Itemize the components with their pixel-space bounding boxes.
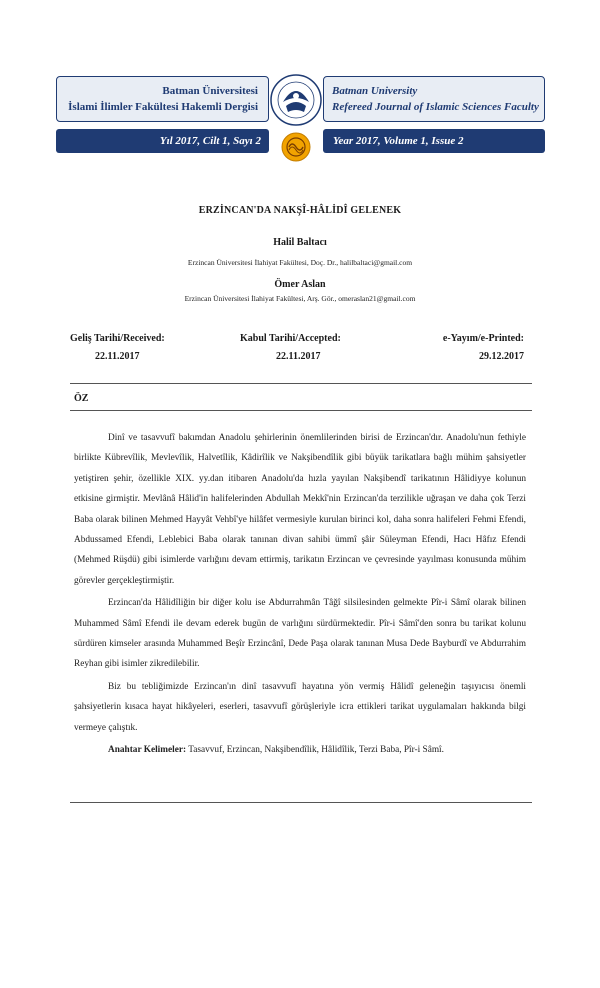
received-label: Geliş Tarihi/Received:: [70, 333, 165, 344]
abstract-paragraph-2: Erzincan'da Hâlidîliğin bir diğer kolu ise Abdurrahmân Tâğî silsilesinden gelmekte Pîr-i Sâmî olarak bilinen Muhammed Sâmî Efendi ile devam ederek bugün de varlığını sürdürmektedir. Pîr-i Sâmî'den sonra bu tarikat kolunu sürdüren kimseler arasında Muhammed Beşîr Erzincânî, Dede Paşa olarak tanınan Musa Dede Bayburdî ve Abdurrahim Reyhan gibi isimler zikredilebilir.: [74, 598, 526, 670]
faculty-emblem-icon: [281, 130, 311, 164]
issue-bar-en: Year 2017, Volume 1, Issue 2: [323, 129, 545, 153]
printed-label: e-Yayım/e-Printed:: [442, 333, 524, 344]
author-affiliation-2: Erzincan Üniversitesi İlahiyat Fakültesi, Arş. Gör., omeraslan21@gmail.com: [184, 294, 416, 303]
journal-title-tr: İslami İlimler Fakültesi Hakemli Dergisi: [68, 101, 258, 113]
keywords-label: Anahtar Kelimeler:: [108, 745, 187, 756]
keywords: [74, 740, 526, 760]
author-name-1: Halil Baltacı: [273, 237, 327, 248]
abstract-body: [74, 428, 526, 763]
batman-university-seal-icon: [270, 72, 322, 128]
received-value: 22.11.2017: [95, 351, 140, 362]
abstract-paragraph-1: Dinî ve tasavvufî bakımdan Anadolu şehirlerinin önemlilerinden birisi de Erzincan'dır. Anadolu'nun fethiyle birlikte Kübrevîlik, Mevlevîlik, Halvetîlik, Kâdirîlik ve Nakşibendîlik gibi büyük tarikatlara bağlı mühim şahsiyetler yetiştiren şehir, özellikle XIX. yy.dan itibaren Anadolu'da hızla yayılan Nakşibendî tarikatının Hâlidiyye kolunun etkisine girmiştir. Mevlânâ Hâlid'in halifelerinden Abdullah Mekkî'nin Erzincan'da terzilikle uğraşan ve daha çok Terzi Baba olarak bilinen Mehmed Hayyât Vehbî'ye hilâfet vermesiyle kurulan birinci kol, daha sonra halifeleri Fehmi Efendi, Abdussamed Efendi, Leblebici Baba olarak tanınan divan sahibi ümmî şâir Süleyman Efendi, Hacı Hâfız Efendi (Mehmed Rüşdü) gibi isimlerde varlığını devam ettirmiş, tarikatın Erzincan ve çevresinde yayılması konusunda mühim görevler gerçekleştirmiştir.: [74, 433, 526, 586]
divider-abstract: [70, 410, 532, 411]
article-title: ERZİNCAN'DA NAKŞÎ-HÂLİDÎ GELENEK: [198, 205, 402, 216]
accepted-date: [240, 333, 341, 362]
journal-university-tr: Batman Üniversitesi: [162, 85, 258, 97]
accepted-label: Kabul Tarihi/Accepted:: [240, 333, 341, 344]
printed-value: 29.12.2017: [479, 351, 524, 362]
journal-name-tr-box: [56, 76, 269, 122]
article-dates: [70, 333, 540, 373]
divider-top: [70, 383, 532, 384]
received-date: [70, 333, 165, 362]
issue-bar-tr: Yıl 2017, Cilt 1, Sayı 2: [56, 129, 269, 153]
accepted-value: 22.11.2017: [276, 351, 321, 362]
abstract-paragraph-3: Biz bu tebliğimizde Erzincan'ın dinî tasavvufî hayatına yön vermiş Hâlidî geleneğin taşıyıcısı önemli şahsiyetlerin kısaca hayat hikâyeleri, eserleri, tasavvufî görüşleriyle icra ettikleri tarikat uygulamaları hakkında bilgi vermeye çalıştık.: [74, 681, 526, 733]
journal-university-en: Batman University: [332, 85, 418, 97]
printed-date: [443, 333, 524, 362]
divider-bottom: [70, 802, 532, 803]
journal-name-en-box: [323, 76, 545, 122]
author-affiliation-1: Erzincan Üniversitesi İlahiyat Fakültesi, Doç. Dr., halilbaltaci@gmail.com: [187, 258, 413, 267]
abstract-heading: ÖZ: [74, 393, 89, 404]
author-name-2: Ömer Aslan: [274, 279, 326, 290]
keywords-list: Tasavvuf, Erzincan, Nakşibendîlik, Hâlidîlik, Terzi Baba, Pîr-i Sâmî.: [188, 745, 444, 756]
journal-title-en: Refereed Journal of Islamic Sciences Faculty: [332, 101, 539, 113]
